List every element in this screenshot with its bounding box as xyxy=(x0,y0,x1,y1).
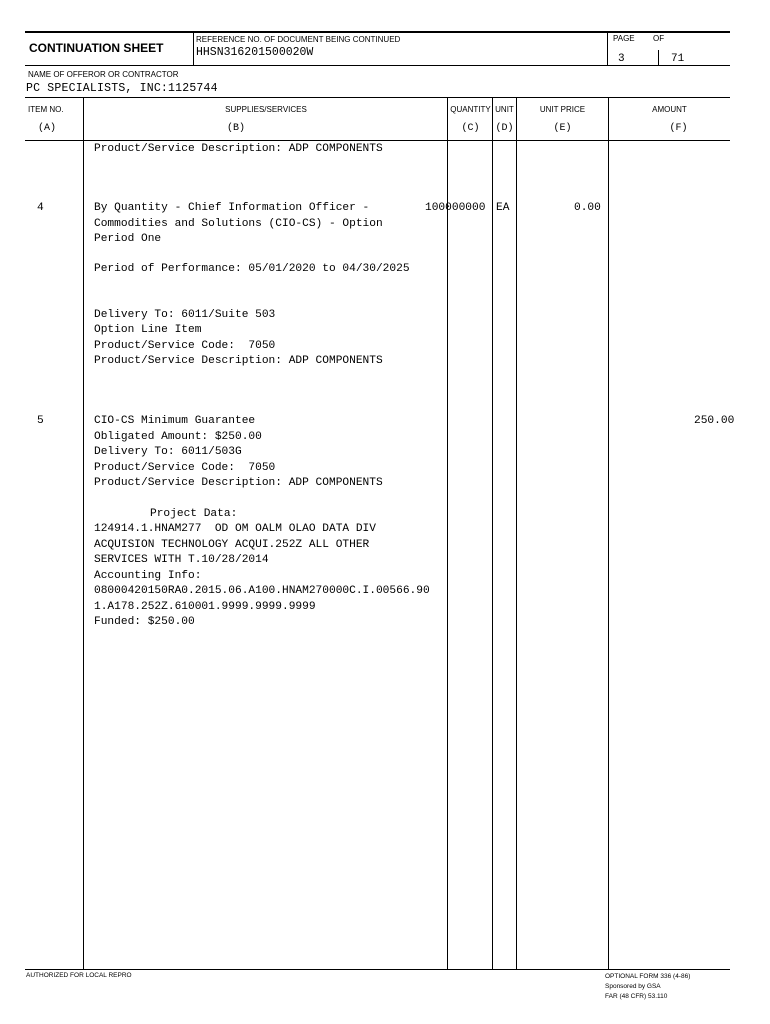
header-top-rule xyxy=(25,31,730,33)
project-line-4: Accounting Info: xyxy=(94,569,202,582)
item-5-line-4: Product/Service Code: 7050 xyxy=(94,461,276,474)
col-supplies-code: (B) xyxy=(226,123,245,134)
col-supplies: SUPPLIES/SERVICES xyxy=(225,105,307,114)
footer-rule xyxy=(25,969,730,970)
header-divider-page xyxy=(607,31,608,65)
col-quantity-code: (C) xyxy=(461,123,480,134)
project-line-2: ACQUISION TECHNOLOGY ACQUI.252Z ALL OTHER xyxy=(94,538,370,551)
total-pages: 71 xyxy=(671,53,685,65)
footer-authorized: AUTHORIZED FOR LOCAL REPRO xyxy=(26,972,132,979)
grid-line-quantity xyxy=(447,97,448,969)
item-4-delivery-1: Delivery To: 6011/Suite 503 xyxy=(94,308,276,321)
footer-sponsor: Sponsored by GSA xyxy=(605,983,661,990)
col-unit: UNIT xyxy=(495,105,514,114)
item-4-line-2: Commodities and Solutions (CIO-CS) - Option xyxy=(94,217,383,230)
offeror-label: NAME OF OFFEROR OR CONTRACTOR xyxy=(28,70,179,79)
item-4-line-1: By Quantity - Chief Information Officer - xyxy=(94,202,370,214)
col-item-no-code: (A) xyxy=(38,123,57,134)
page-label: PAGE xyxy=(613,34,635,43)
offeror-name: PC SPECIALISTS, INC:1125744 xyxy=(26,82,218,95)
col-unit-code: (D) xyxy=(495,123,514,134)
item-4-delivery-4: Product/Service Description: ADP COMPONENTS xyxy=(94,355,383,367)
item-4-line-3: Period One xyxy=(94,233,162,245)
form-title: CONTINUATION SHEET xyxy=(29,41,164,55)
header-divider-ref xyxy=(193,31,194,65)
project-line-3: SERVICES WITH T.10/28/2014 xyxy=(94,554,269,566)
item-4-delivery-3: Product/Service Code: 7050 xyxy=(94,339,276,352)
item-4-unit-price: 0.00 xyxy=(574,202,601,214)
item-5-amount: 250.00 xyxy=(694,415,735,427)
header-rule-2 xyxy=(25,65,730,66)
col-unit-price-code: (E) xyxy=(553,123,572,134)
footer-form-number: OPTIONAL FORM 336 (4-86) xyxy=(605,973,691,980)
grid-line-item xyxy=(83,97,84,969)
project-line-7: Funded: $250.00 xyxy=(94,616,195,628)
header-divider-of xyxy=(658,50,659,65)
of-label: OF xyxy=(653,34,665,43)
project-data-heading: Project Data: xyxy=(150,507,238,520)
col-unit-price: UNIT PRICE xyxy=(539,105,586,114)
col-item-no: ITEM NO. xyxy=(28,105,64,114)
project-line-5: 08000420150RA0.2015.06.A100.HNAM270000C.I.00566.90 xyxy=(94,585,430,597)
grid-line-unit-price xyxy=(516,97,517,969)
reference-number: HHSN316201500020W xyxy=(196,46,314,59)
item-4-quantity: 100000000 xyxy=(425,202,486,214)
item-4-delivery-2: Option Line Item xyxy=(94,324,202,336)
intro-description: Product/Service Description: ADP COMPONENTS xyxy=(94,143,383,155)
footer-far: FAR (48 CFR) 53.110 xyxy=(605,993,668,1000)
col-quantity: QUANTITY xyxy=(450,105,491,114)
header-rule-4 xyxy=(25,140,730,141)
grid-line-unit xyxy=(492,97,493,969)
item-5-line-3: Delivery To: 6011/503G xyxy=(94,446,242,458)
grid-line-amount xyxy=(608,97,609,969)
header-rule-3 xyxy=(25,97,730,98)
col-amount: AMOUNT xyxy=(652,105,687,114)
item-5-line-2: Obligated Amount: $250.00 xyxy=(94,430,262,443)
item-5-number: 5 xyxy=(37,415,44,427)
item-5-line-5: Product/Service Description: ADP COMPONENTS xyxy=(94,477,383,489)
reference-label: REFERENCE NO. OF DOCUMENT BEING CONTINUED xyxy=(196,35,401,44)
col-amount-code: (F) xyxy=(669,123,688,134)
project-line-1: 124914.1.HNAM277 OD OM OALM OLAO DATA DIV xyxy=(94,523,376,535)
item-4-number: 4 xyxy=(37,202,44,214)
page-number: 3 xyxy=(618,53,625,65)
project-line-6: 1.A178.252Z.610001.9999.9999.9999 xyxy=(94,600,316,613)
item-4-unit: EA xyxy=(496,202,510,214)
item-5-line-1: CIO-CS Minimum Guarantee xyxy=(94,415,256,427)
item-4-period: Period of Performance: 05/01/2020 to 04/30/2025 xyxy=(94,263,410,275)
